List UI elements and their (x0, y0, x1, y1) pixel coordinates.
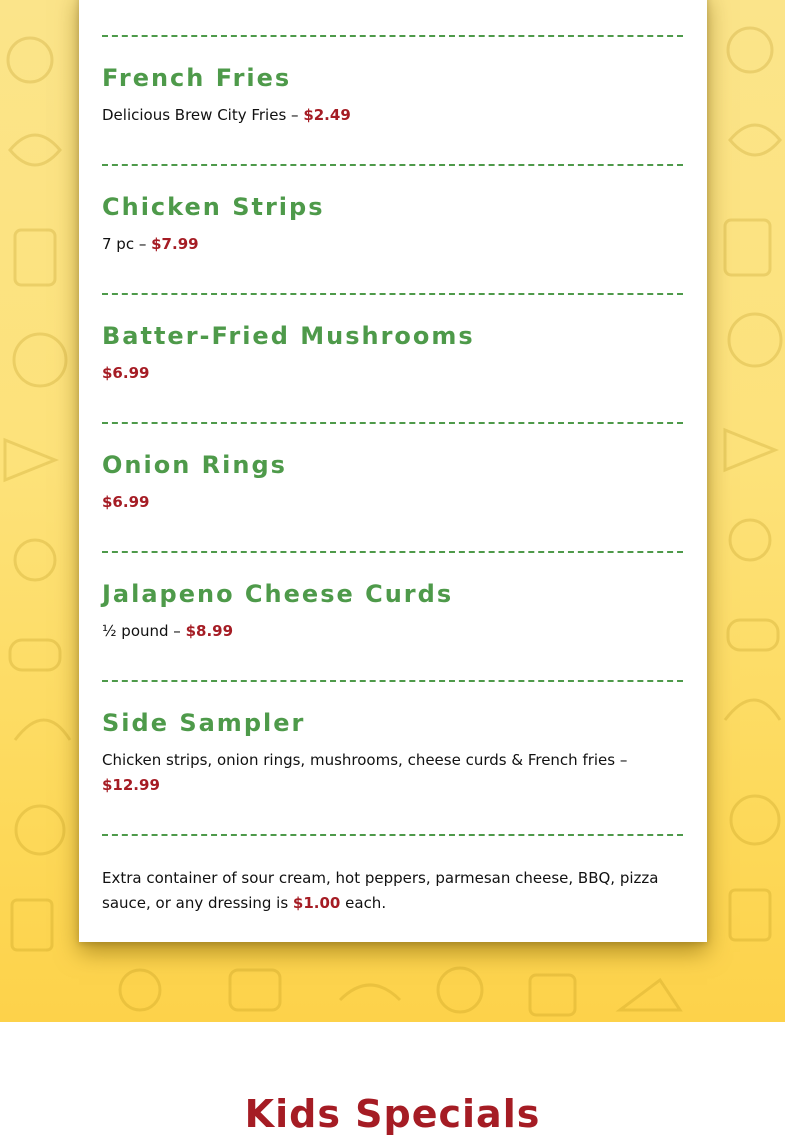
menu-item-title: Batter-Fried Mushrooms (102, 322, 475, 350)
menu-divider (102, 422, 683, 424)
menu-item-price: $8.99 (185, 622, 234, 640)
menu-divider (102, 834, 683, 836)
extras-suffix: each. (340, 894, 387, 912)
extras-text: Extra container of sour cream, hot peppers, parmesan cheese, BBQ, pizza sauce, or any dressing is (102, 869, 659, 912)
menu-item-title: Side Sampler (102, 709, 306, 737)
menu-item-price: $2.49 (303, 106, 351, 124)
menu-item-price: $6.99 (102, 493, 150, 511)
menu-divider (102, 293, 683, 295)
menu-item-text: 7 pc – (102, 235, 152, 253)
menu-item-price: $12.99 (102, 776, 160, 794)
menu-item-description (102, 619, 682, 644)
menu-card (79, 0, 707, 942)
menu-item-description (102, 103, 682, 128)
menu-item-title: French Fries (102, 64, 292, 92)
menu-item-title: Chicken Strips (102, 193, 325, 221)
menu-item-text: ½ pound – (102, 622, 186, 640)
menu-divider (102, 551, 683, 553)
kids-specials-heading: Kids Specials (244, 1092, 541, 1136)
menu-item-text: Chicken strips, onion rings, mushrooms, cheese curds & French fries – (102, 751, 628, 769)
menu-divider (102, 680, 683, 682)
extras-price: $1.00 (292, 894, 341, 912)
menu-item-description (102, 232, 682, 257)
menu-item-description (102, 748, 682, 798)
extras-note (102, 866, 682, 916)
menu-item-price: $7.99 (151, 235, 199, 253)
menu-divider (102, 164, 683, 166)
menu-item-description (102, 361, 682, 386)
menu-item-price: $6.99 (102, 364, 150, 382)
menu-item-text: Delicious Brew City Fries – (102, 106, 304, 124)
menu-item-title: Onion Rings (102, 451, 287, 479)
menu-divider (102, 35, 683, 37)
menu-item-title: Jalapeno Cheese Curds (102, 580, 454, 608)
menu-item-description (102, 490, 682, 515)
